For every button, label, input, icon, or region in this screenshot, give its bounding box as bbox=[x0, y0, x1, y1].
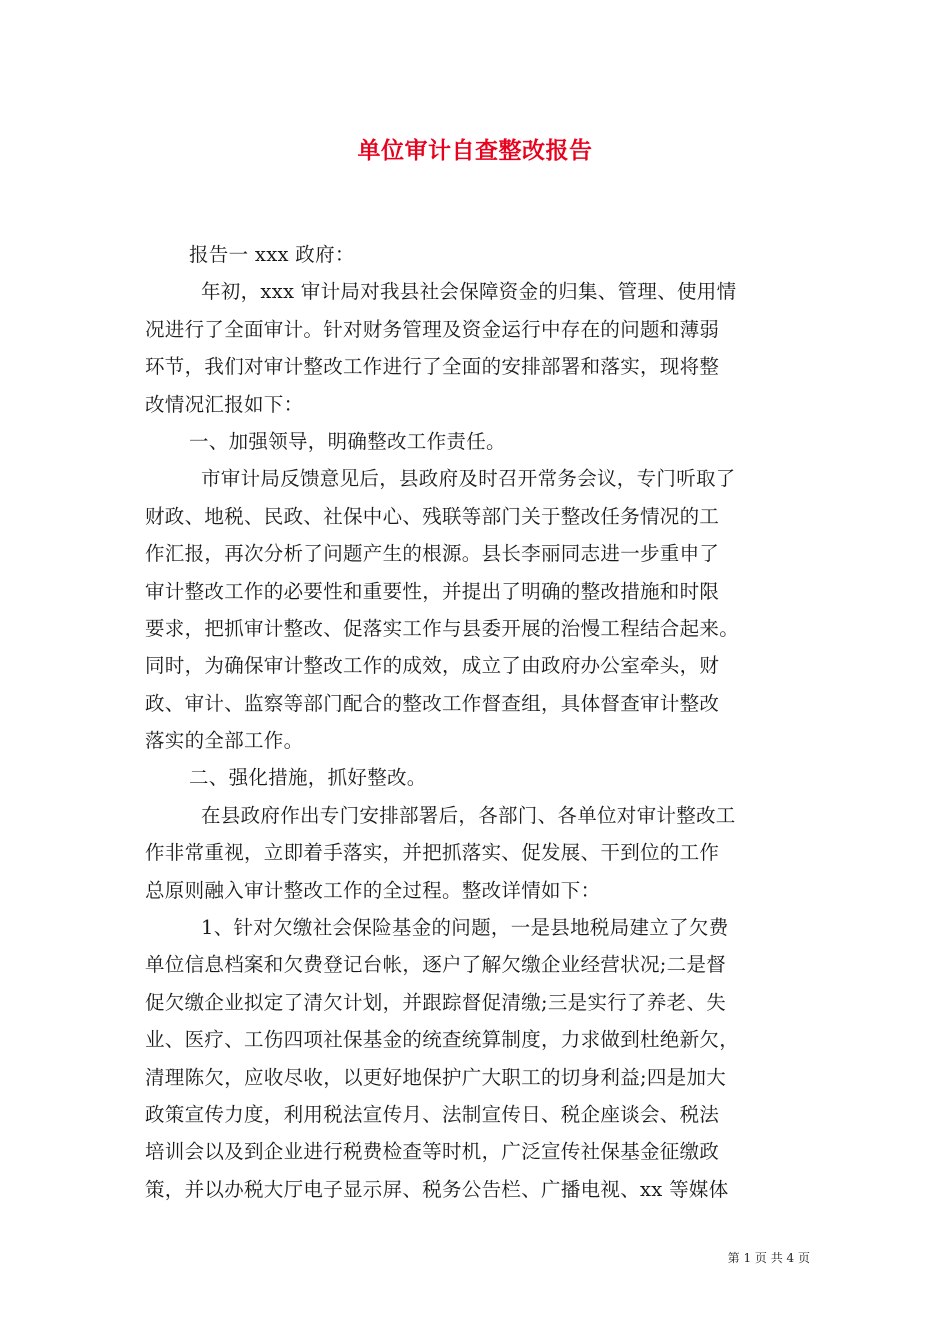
paragraph-line: 策，并以办税大厅电子显示屏、税务公告栏、广播电视、xx 等媒体 bbox=[145, 1177, 729, 1201]
paragraph-line: 在县政府作出专门安排部署后，各部门、各单位对审计整改工 bbox=[201, 803, 736, 827]
page-number: 第 1 页 共 4 页 bbox=[727, 1251, 810, 1265]
paragraph-line: 年初，xxx 审计局对我县社会保障资金的归集、管理、使用情 bbox=[201, 280, 737, 304]
paragraph-line: 报告一 xxx 政府： bbox=[189, 243, 355, 266]
document-body bbox=[145, 236, 815, 1208]
section-heading: 一、加强领导，明确整改工作责任。 bbox=[189, 429, 506, 453]
paragraph-line: 况进行了全面审计。针对财务管理及资金运行中存在的问题和薄弱 bbox=[145, 317, 720, 341]
paragraph-line: 市审计局反馈意见后，县政府及时召开常务会议，专门听取了 bbox=[201, 467, 736, 491]
paragraph-line: 要求，把抓审计整改、促落实工作与县委开展的治慢工程结合起来。 bbox=[145, 616, 740, 640]
paragraph-line: 培训会以及到企业进行税费检查等时机，广泛宣传社保基金征缴政 bbox=[145, 1140, 720, 1164]
paragraph-line: 业、医疗、工伤四项社保基金的统查统算制度，力求做到杜绝新欠， bbox=[145, 1028, 740, 1052]
paragraph-line: 总原则融入审计整改工作的全过程。整改详情如下： bbox=[145, 878, 601, 902]
paragraph-line: 政策宣传力度，利用税法宣传月、法制宣传日、税企座谈会、税法 bbox=[145, 1102, 720, 1126]
paragraph-line: 1、针对欠缴社会保险基金的问题，一是县地税局建立了欠费 bbox=[201, 916, 729, 940]
paragraph-line: 同时，为确保审计整改工作的成效，成立了由政府办公室牵头，财 bbox=[145, 654, 720, 678]
paragraph-line: 促欠缴企业拟定了清欠计划，并跟踪督促清缴;三是实行了养老、失 bbox=[145, 990, 727, 1014]
paragraph-line: 政、审计、监察等部门配合的整改工作督查组，具体督查审计整改 bbox=[145, 691, 720, 715]
paragraph-line: 单位信息档案和欠费登记台帐，逐户了解欠缴企业经营状况;二是督 bbox=[145, 953, 727, 977]
section-heading: 二、强化措施，抓好整改。 bbox=[189, 766, 427, 790]
paragraph-line: 改情况汇报如下： bbox=[145, 392, 304, 416]
document-title: 单位审计自查整改报告 bbox=[357, 137, 593, 164]
paragraph-line: 财政、地税、民政、社保中心、残联等部门关于整改任务情况的工 bbox=[145, 504, 720, 528]
paragraph-line: 作非常重视，立即着手落实，并把抓落实、促发展、干到位的工作 bbox=[145, 841, 720, 865]
paragraph-line: 清理陈欠，应收尽收，以更好地保护广大职工的切身利益;四是加大 bbox=[145, 1065, 727, 1089]
paragraph-line: 作汇报，再次分析了问题产生的根源。县长李丽同志进一步重申了 bbox=[145, 542, 720, 566]
paragraph-line: 审计整改工作的必要性和重要性，并提出了明确的整改措施和时限 bbox=[145, 579, 720, 603]
paragraph-line: 落实的全部工作。 bbox=[145, 729, 304, 753]
paragraph-line: 环节，我们对审计整改工作进行了全面的安排部署和落实，现将整 bbox=[145, 355, 720, 379]
